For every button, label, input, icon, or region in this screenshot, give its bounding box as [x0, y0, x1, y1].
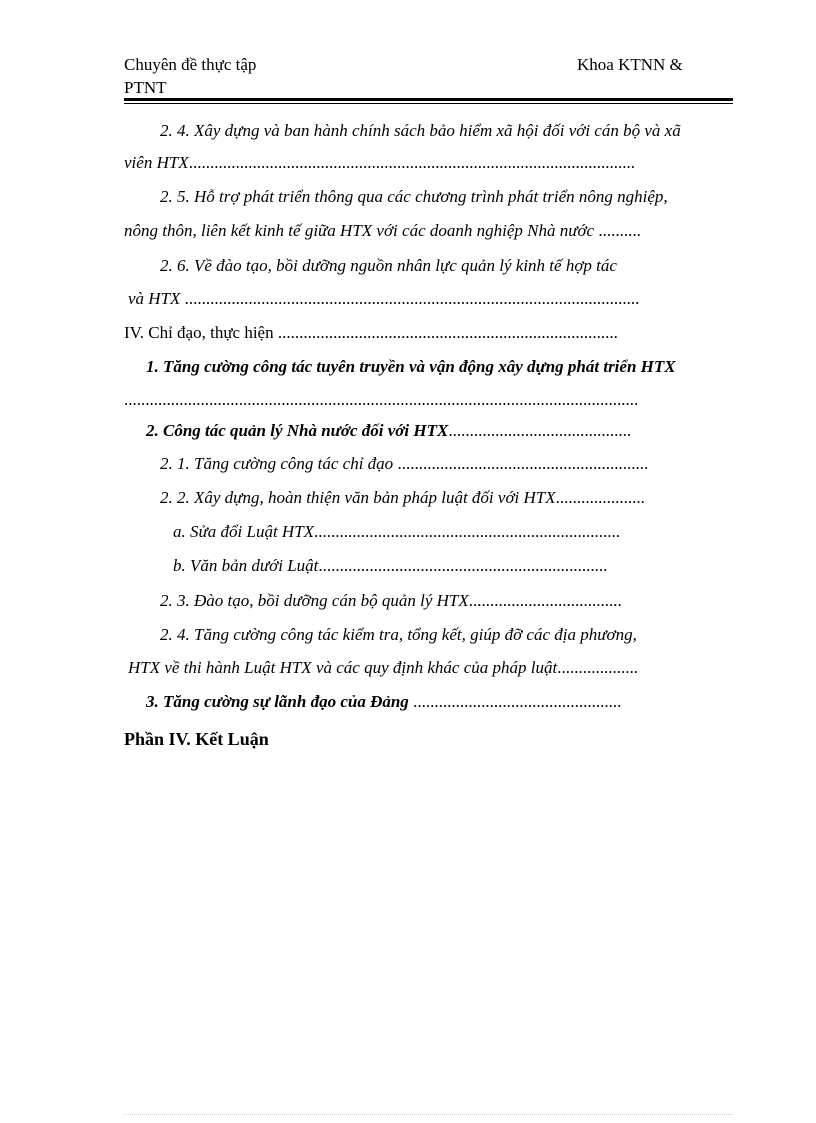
toc-leader-dots: ..................... [555, 488, 645, 507]
page-bottom-rule [124, 1114, 733, 1115]
toc-item-2-4b-line2: HTX về thi hành Luật HTX và các quy định khác của pháp luật................... [128, 658, 638, 677]
toc-leader-dots: ........................................................... [393, 454, 649, 473]
header-course-title: Chuyên đề thực tập [124, 55, 257, 74]
toc-leader-dots: ......................................................................................................................... [124, 390, 639, 409]
header-ptnt: PTNT [124, 78, 167, 97]
toc-leader-dots: ................... [557, 658, 638, 677]
toc-item-2-4-line2: viên HTX......................................................................................................... [124, 153, 635, 172]
toc-item-2-3: 2. 3. Đào tạo, bồi dưỡng cán bộ quản lý HTX.................................... [160, 591, 622, 610]
toc-part-iv: Phần IV. Kết Luận [124, 729, 269, 749]
toc-leader-dots: ................................................. [408, 692, 622, 711]
header-rule-thin [124, 103, 733, 104]
toc-item-iv-1-line1: 1. Tăng cường công tác tuyên truyền và vận động xây dựng phát triển HTX [146, 357, 676, 376]
toc-leader-dots: ........................................................................ [314, 522, 621, 541]
header-faculty: Khoa KTNN & [577, 55, 683, 74]
toc-leader-dots: .................................... [468, 591, 622, 610]
toc-leader-dots: ........................................................................................................... [180, 289, 640, 308]
toc-item-2-5-line1: 2. 5. Hỗ trợ phát triển thông qua các chương trình phát triển nông nghiệp, [160, 187, 668, 206]
toc-leader-dots: ......................................................................................................... [188, 153, 635, 172]
header-rule-thick [124, 98, 733, 101]
toc-item-2-2: 2. 2. Xây dựng, hoàn thiện văn bản pháp luật đối với HTX..................... [160, 488, 645, 507]
toc-item-2-4b-line1: 2. 4. Tăng cường công tác kiểm tra, tổng kết, giúp đỡ các địa phương, [160, 625, 637, 644]
toc-item-iv-3: 3. Tăng cường sự lãnh đạo của Đảng ................................................. [146, 692, 622, 711]
toc-item-2-5-line2: nông thôn, liên kết kinh tế giữa HTX với các doanh nghiệp Nhà nước .......... [124, 221, 641, 240]
toc-item-iv: IV. Chỉ đạo, thực hiện ................................................................................ [124, 323, 618, 342]
toc-item-a: a. Sửa đổi Luật HTX........................................................................ [173, 522, 621, 541]
header-left [124, 53, 256, 99]
toc-leader-dots: .......... [594, 221, 641, 240]
toc-leader-dots: ................................................................................ [273, 323, 618, 342]
toc-leader-dots: ........................................... [448, 421, 632, 440]
toc-item-iv-1-line2 [124, 389, 638, 411]
toc-item-2-4-line1: 2. 4. Xây dựng và ban hành chính sách bảo hiểm xã hội đối với cán bộ và xã [160, 121, 681, 140]
toc-item-iv-2: 2. Công tác quản lý Nhà nước đối với HTX........................................... [146, 421, 632, 440]
toc-item-2-1: 2. 1. Tăng cường công tác chỉ đạo ........................................................... [160, 454, 649, 473]
toc-leader-dots: .................................................................... [318, 556, 608, 575]
toc-item-b: b. Văn bản dưới Luật.................................................................... [173, 556, 608, 575]
toc-item-2-6-line2: và HTX ........................................................................................................... [128, 289, 640, 308]
toc-item-2-6-line1: 2. 6. Về đào tạo, bồi dưỡng nguồn nhân lực quản lý kinh tế hợp tác [160, 256, 617, 275]
